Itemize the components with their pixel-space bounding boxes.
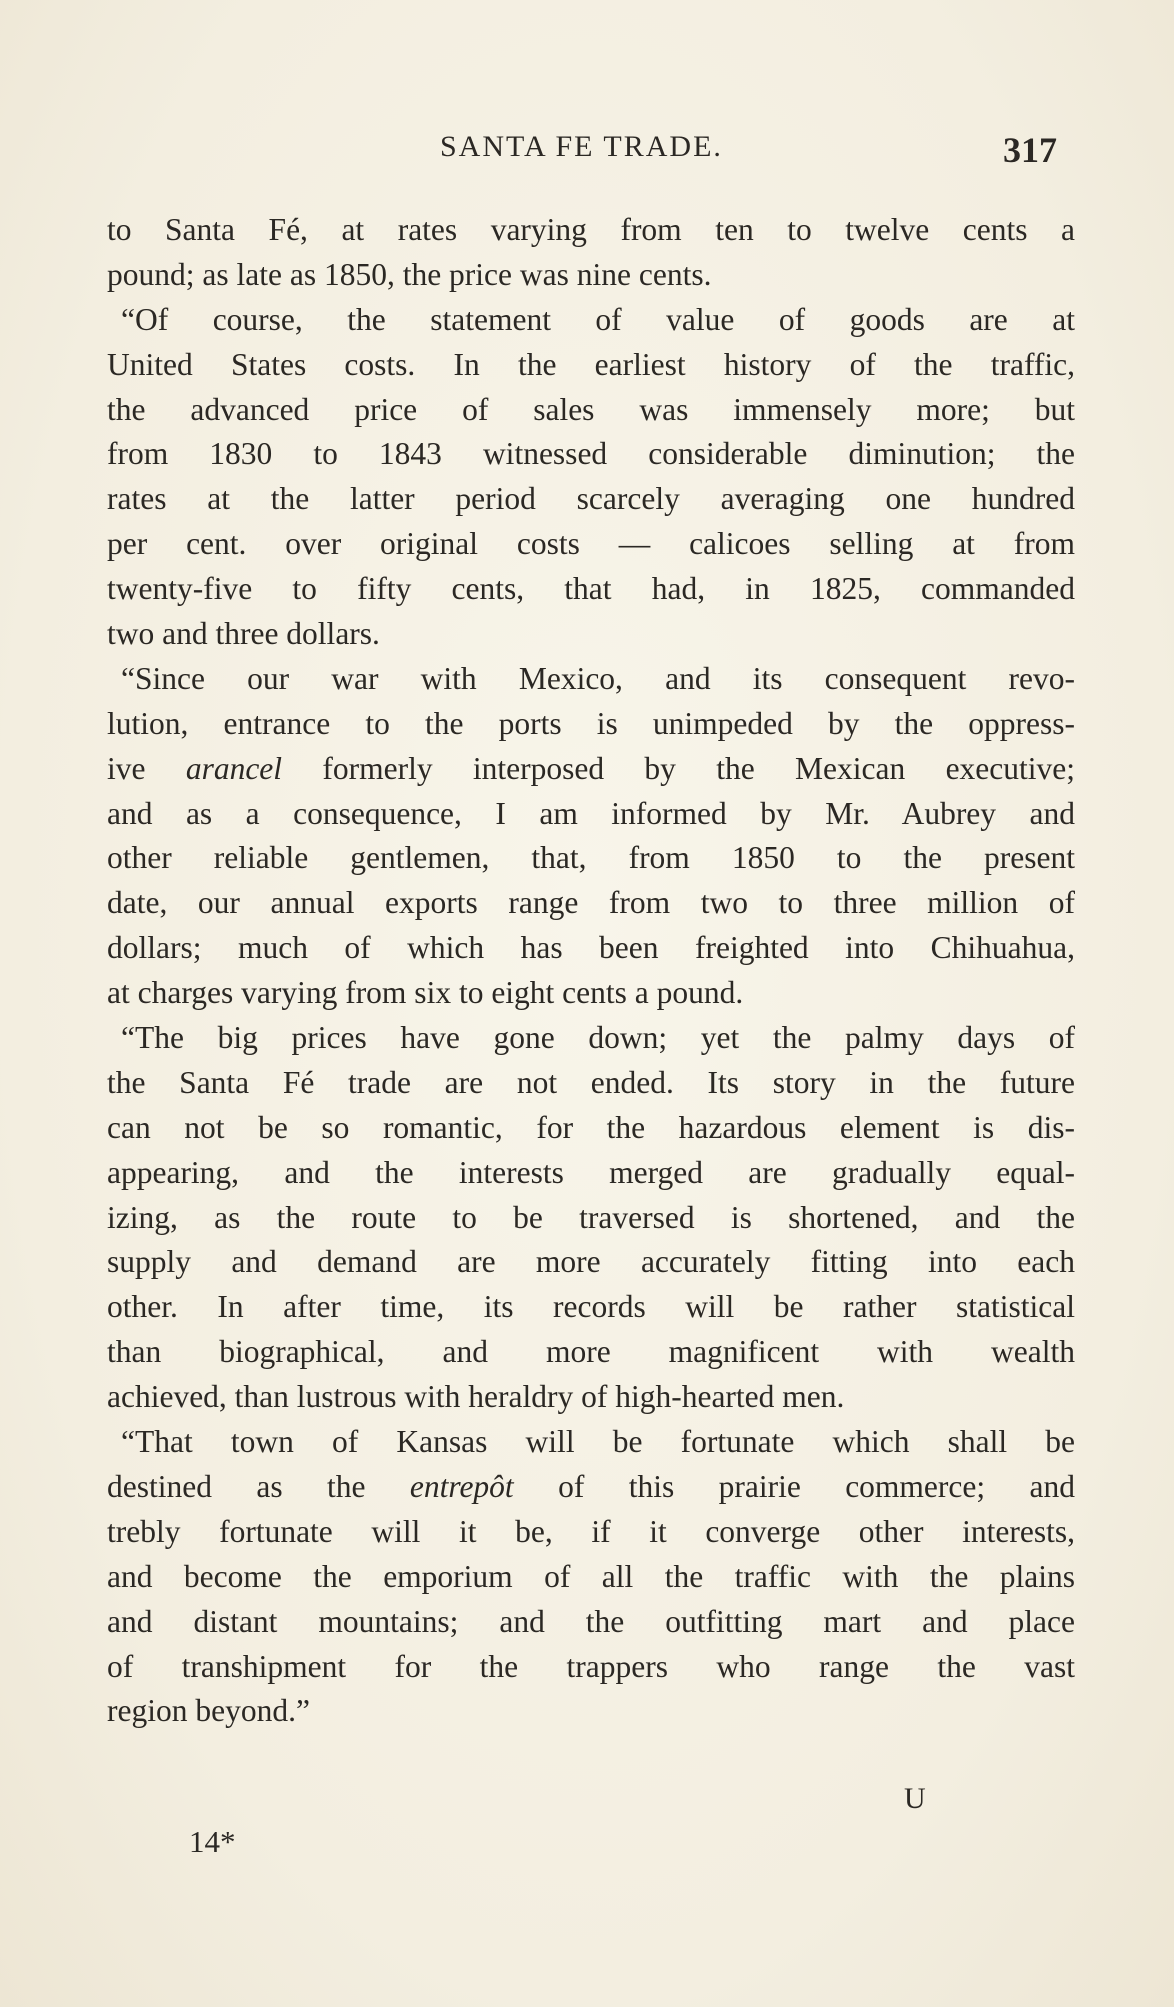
text-line: at charges varying from six to eight cents a pound. — [107, 975, 744, 1011]
text-line: of transhipment for the trappers who range the vast — [107, 1648, 1075, 1684]
text-line: the advanced price of sales was immensely more; but — [107, 391, 1075, 427]
page-number: 317 — [1003, 130, 1057, 170]
italic-word: entrepôt — [409, 1468, 514, 1504]
text-line: rates at the latter period scarcely averaging one hundred — [107, 481, 1075, 517]
text-line: trebly fortunate will it be, if it converge other interests, — [107, 1513, 1075, 1549]
body-text — [107, 208, 1075, 1734]
text-line: and as a consequence, I am informed by Mr. Aubrey and — [107, 795, 1075, 831]
sheet-number: 14* — [189, 1824, 236, 1859]
text-line: and become the emporium of all the traffic with the plains — [107, 1558, 1075, 1594]
text-line: ive arancel formerly interposed by the Mexican executive; — [107, 750, 1075, 786]
text-line: supply and demand are more accurately fitting into each — [107, 1244, 1075, 1280]
italic-word: arancel — [185, 750, 283, 786]
signature-mark: U — [904, 1782, 926, 1815]
text-line: from 1830 to 1843 witnessed considerable diminution; the — [107, 436, 1075, 472]
text-line: twenty-five to fifty cents, that had, in 1825, commanded — [107, 571, 1075, 607]
text-line: “Since our war with Mexico, and its consequent revo- — [121, 660, 1075, 696]
text-line: other. In after time, its records will be rather statistical — [107, 1289, 1075, 1325]
text-line: “That town of Kansas will be fortunate which shall be — [121, 1424, 1075, 1460]
text-line: to Santa Fé, at rates varying from ten to twelve cents a — [107, 212, 1075, 247]
text-line: destined as the entrepôt of this prairie commerce; and — [107, 1468, 1075, 1504]
text-line: can not be so romantic, for the hazardous element is dis- — [107, 1109, 1075, 1145]
page-header — [0, 128, 1174, 178]
text-line: the Santa Fé trade are not ended. Its story in the future — [107, 1064, 1075, 1100]
text-line: region beyond.” — [107, 1693, 310, 1729]
text-line: other reliable gentlemen, that, from 1850 to the present — [107, 840, 1075, 876]
text-line: United States costs. In the earliest history of the traffic, — [107, 346, 1075, 382]
text-line: “The big prices have gone down; yet the palmy days of — [121, 1020, 1075, 1056]
text-line: lution, entrance to the ports is unimpeded by the oppress- — [107, 705, 1075, 741]
text-line: date, our annual exports range from two to three million of — [107, 885, 1075, 921]
running-title: SANTA FE TRADE. — [440, 130, 723, 163]
text-line: per cent. over original costs — calicoes selling at from — [107, 526, 1075, 562]
text-line: pound; as late as 1850, the price was nine cents. — [107, 256, 712, 292]
text-line: dollars; much of which has been freighted into Chihuahua, — [107, 930, 1075, 966]
text-line: two and three dollars. — [107, 616, 380, 652]
text-line: than biographical, and more magnificent with wealth — [107, 1334, 1075, 1370]
text-line: “Of course, the statement of value of goods are at — [121, 301, 1075, 337]
text-line: appearing, and the interests merged are gradually equal- — [107, 1154, 1075, 1190]
text-line: and distant mountains; and the outfitting mart and place — [107, 1603, 1075, 1639]
text-line: achieved, than lustrous with heraldry of high-hearted men. — [107, 1379, 845, 1415]
text-line: izing, as the route to be traversed is shortened, and the — [107, 1199, 1075, 1235]
